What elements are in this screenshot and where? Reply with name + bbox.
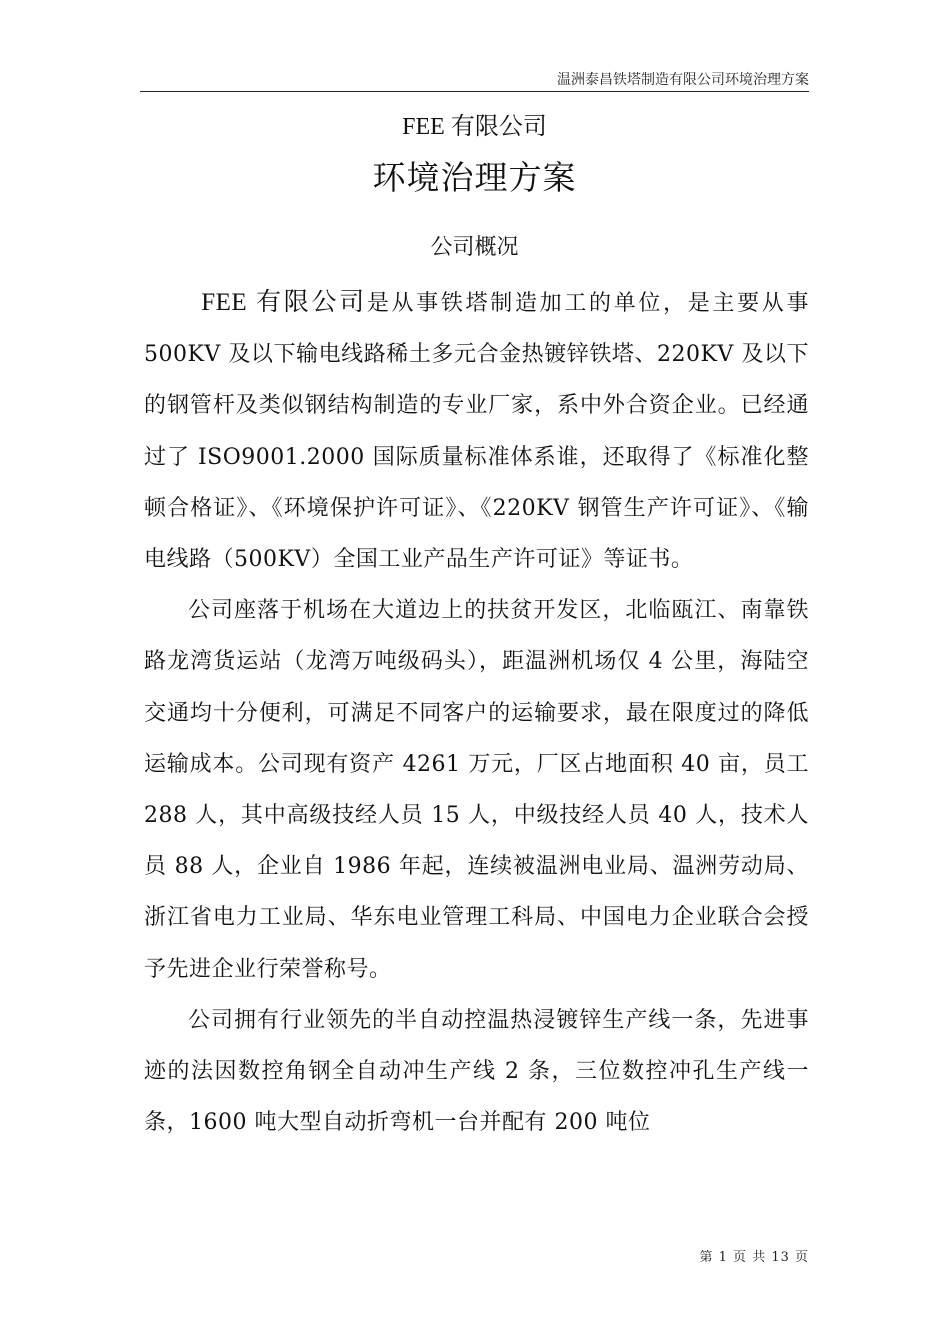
paragraph-location: 公司座落于机场在大道边上的扶贫开发区，北临瓯江、南靠铁路龙湾货运站（龙湾万吨级码头），距温洲机场仅 4 公里，海陆空交通均十分便利，可满足不同客户的运输要求，最在限度过的降低运输成本。公司现有资产 4261 万元，厂区占地面积 40 亩，员工 288 人，其中高级技经人员 15 人，中级技经人员 40 人，技术人员 88 人，企业自 1986 年起，连续被温洲电业局、温洲劳动局、浙江省电力工业局、华东电业管理工科局、中国电力企业联合会授予先进企业行荣誉称号。 [144,598,809,982]
section-heading: 公司概况 [430,235,519,260]
page-number-footer: 第 1 页 共 13 页 [699,1250,809,1265]
company-name-inline: FEE 有限公司 [201,289,367,316]
document-title: 环境治理方案 [372,158,577,197]
running-header: 温洲泰昌铁塔制造有限公司环境治理方案 [557,72,809,88]
document-body [144,277,809,1148]
paragraph-text: 是从事铁塔制造加工的单位，是主要从事 500KV 及以下输电线路稀土多元合金热镀锌铁塔、220KV 及以下的钢管杆及类似钢结构制造的专业厂家，系中外合资企业。已经通过了 ISO9001.2000 国际质量标准体系谁，还取得了《标准化整顿合格证》、《环境保护许可证》、《220KV 钢管生产许可证》、《输电线路（500KV）全国工业产品生产许可证》等证书。 [144,291,809,573]
header-divider [140,91,809,92]
document-company-name: FEE 有限公司 [402,114,547,140]
paragraph-company-profile [144,277,809,585]
paragraph-equipment: 公司拥有行业领先的半自动控温热浸镀锌生产线一条，先进事迹的法因数控角钢全自动冲生产线 2 条，三位数控冲孔生产线一条，1600 吨大型自动折弯机一台并配有 200 吨位 [144,1007,809,1136]
